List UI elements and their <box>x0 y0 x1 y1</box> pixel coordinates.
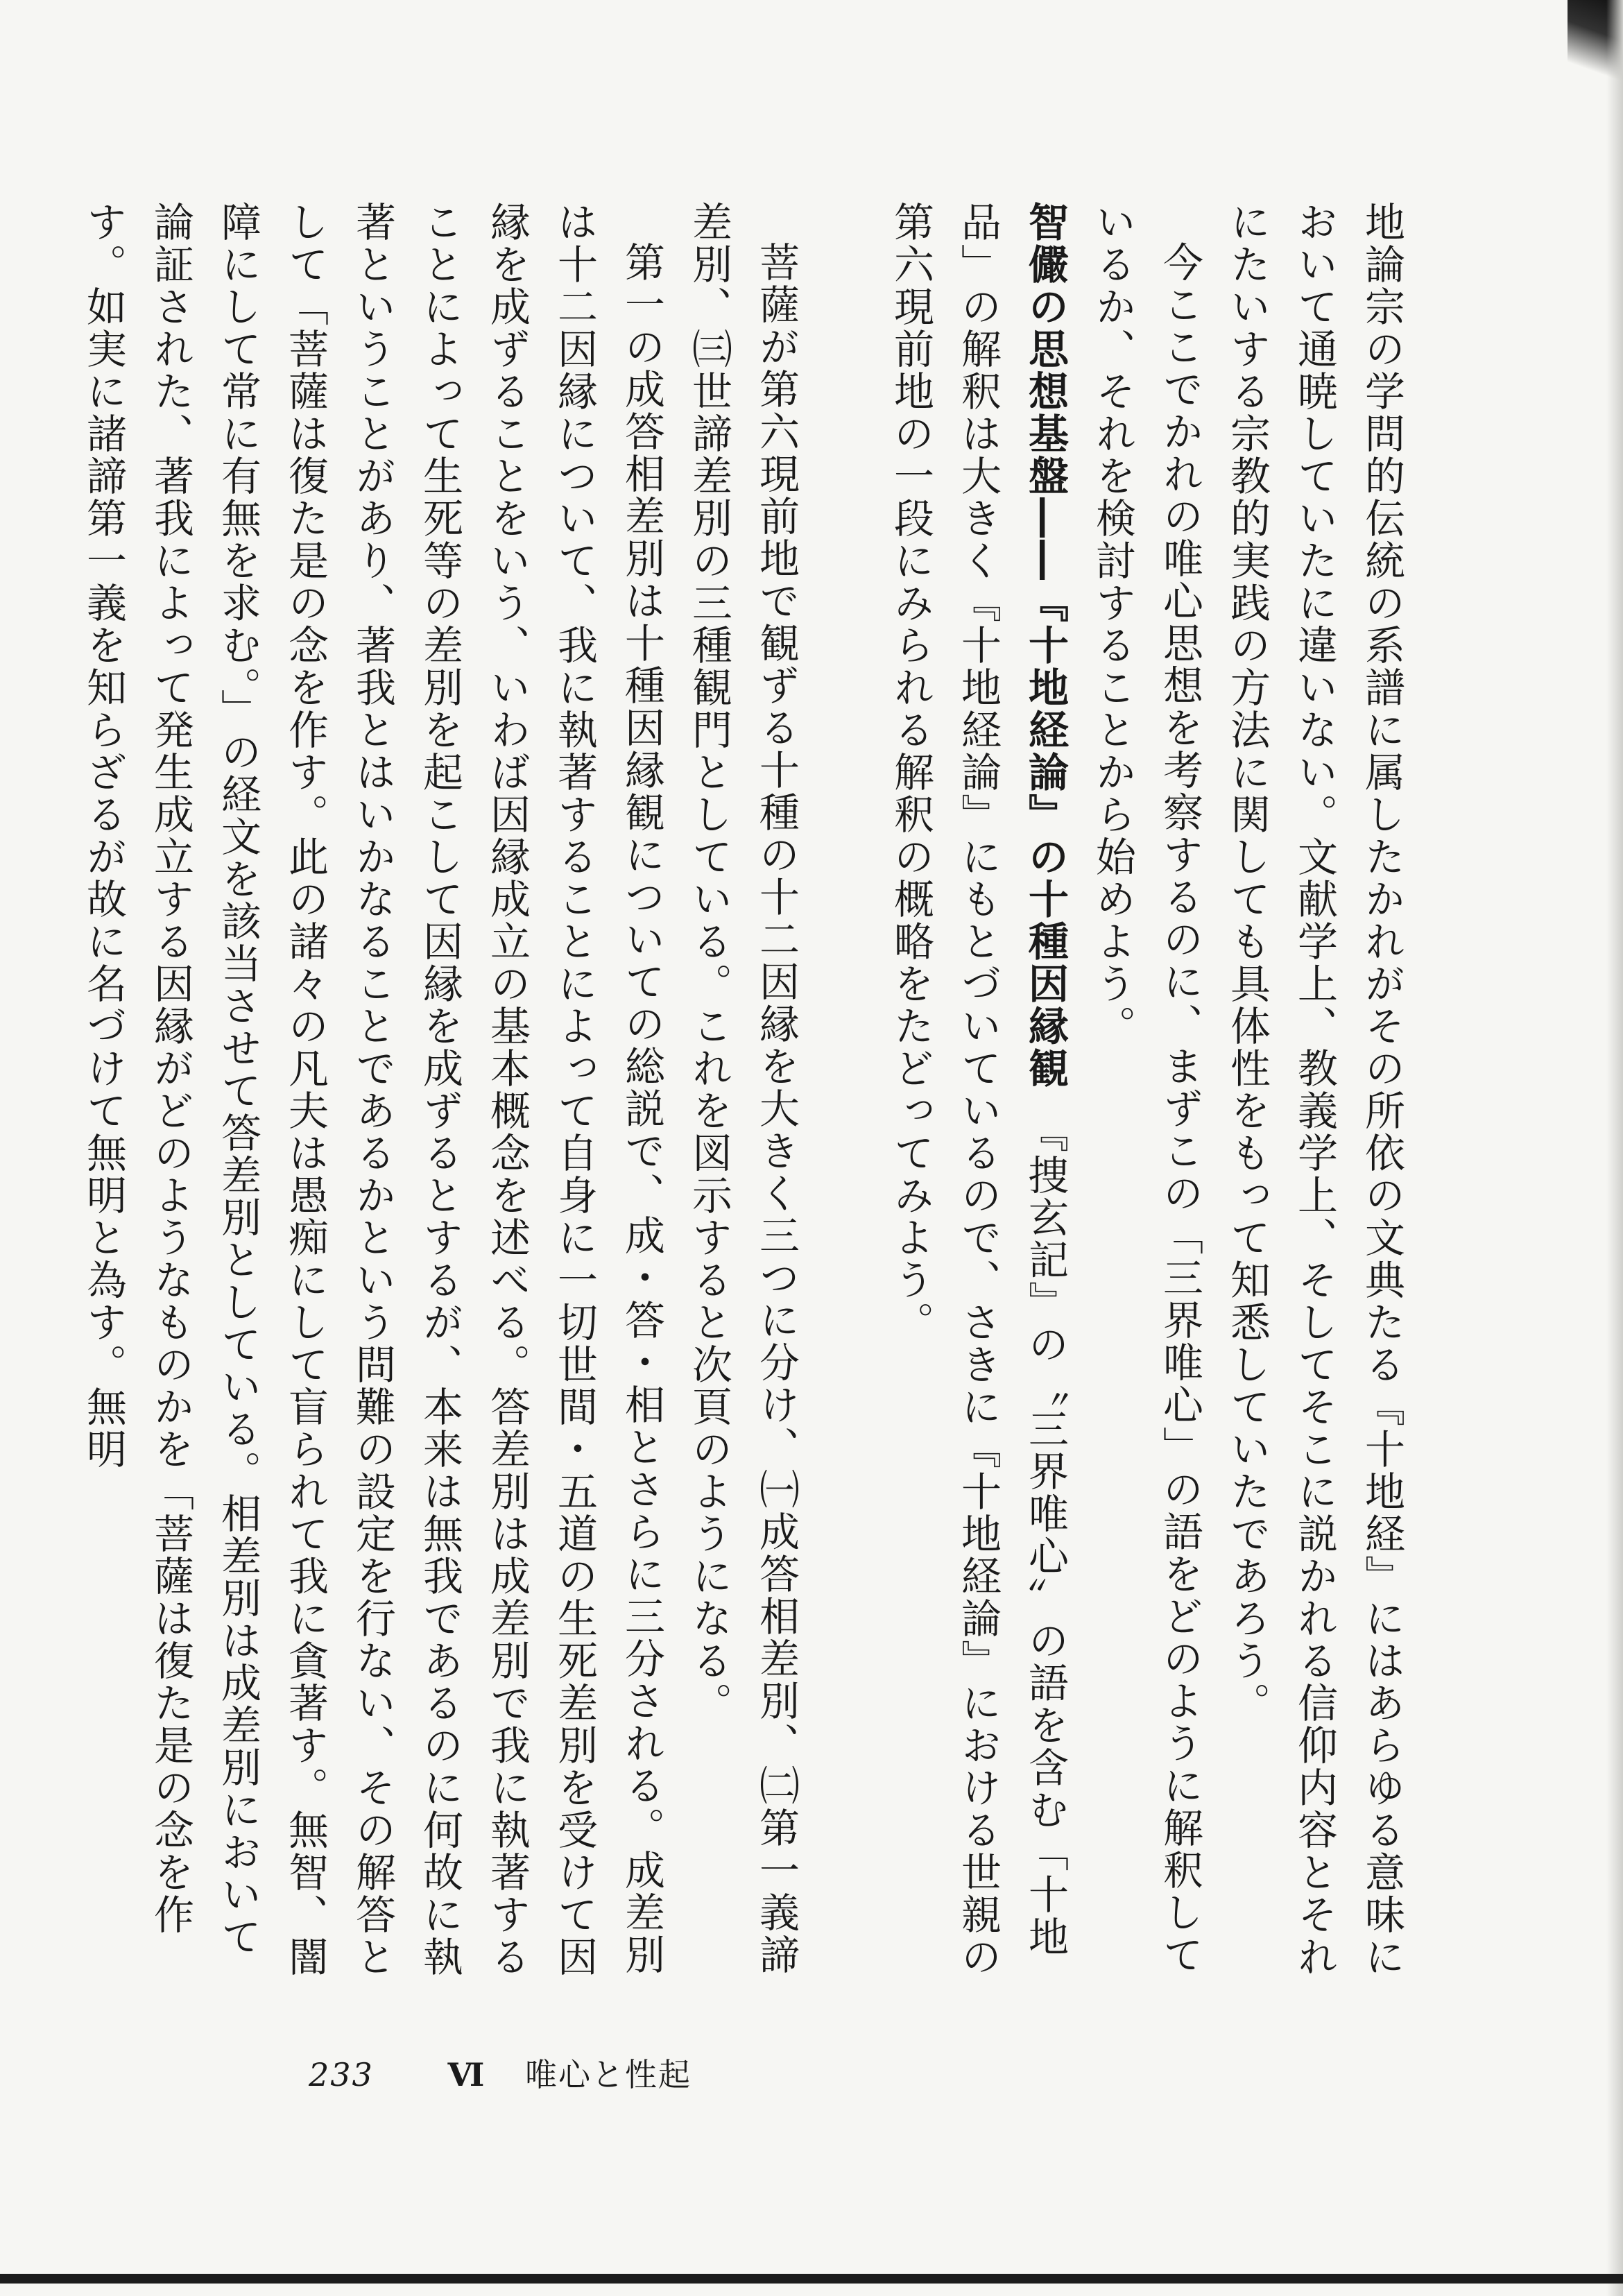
chapter-title: 唯心と性起 <box>524 2056 692 2093</box>
scan-edge-gradient <box>1606 0 1623 2296</box>
paragraph-3 <box>877 201 1079 1991</box>
paragraph-2: 今ここでかれの唯心思想を考察するのに、まずこの「三界唯心」の語をどのように解釈しているか、それを検討することから始めよう。 <box>1089 201 1203 1976</box>
paragraph-3-text: 『捜玄記』の〝三界唯心〟の語を含む「十地品」の解釈は大きく『十地経論』にもとづいているので、さきに『十地経論』における世親の第六現前地の一段にみられる解釈の概略をたどってみよう。 <box>887 201 1069 1978</box>
section-heading: 智儼の思想基盤――『十地経論』の十種因縁観 <box>1022 201 1069 1090</box>
page-number: 233 <box>309 2056 374 2093</box>
chapter-number: Ⅵ <box>447 2056 486 2093</box>
scan-bottom-edge <box>0 2274 1623 2284</box>
page-footer <box>309 2050 692 2096</box>
paragraph-1: 地論宗の学問的伝統の系譜に属したかれがその所依の文典たる『十地経』にはあらゆる意味において通暁していたに違いない。文献学上、教義学上、そしてそこに説かれる信仰内容とそれにたいする宗教的実践の方法に関しても具体性をもって知悉していたであろう。 <box>1223 201 1405 1978</box>
paragraph-5: 第一の成答相差別は十種因縁観についての総説で、成・答・相とさらに三分される。成差別は十二因縁について、我に執著することによって自身に一切世間・五道の生死差別を受けて因縁を成ずることをいう、いわば因縁成立の基本概念を述べる。答差別は成差別で我に執著することによって生死等の差別を起こして因縁を成ずるとするが、本来は無我であるのに何故に執著ということがあり、著我とはいかなることであるかという問難の設定を行ない、その解答として「菩薩は復た是の念を作す。此の諸々の凡夫は愚痴にして盲られて我に貪著す。無智、闇障にして常に有無を求む。」の経文を該当させて答差別としている。相差別は成差別において論証された、著我によって発生成立する因縁がどのようなものかを「菩薩は復た是の念を作す。如実に諸諦第一義を知らざるが故に名づけて無明と為す。無明 <box>80 201 665 1978</box>
paragraph-4: 菩薩が第六現前地で観ずる十種の十二因縁を大きく三つに分け、㈠成答相差別、㈡第一義諦差別、㈢世諦差別の三種観門としている。これを図示すると次頁のようになる。 <box>685 201 800 1976</box>
vertical-text-body <box>80 201 1415 1991</box>
